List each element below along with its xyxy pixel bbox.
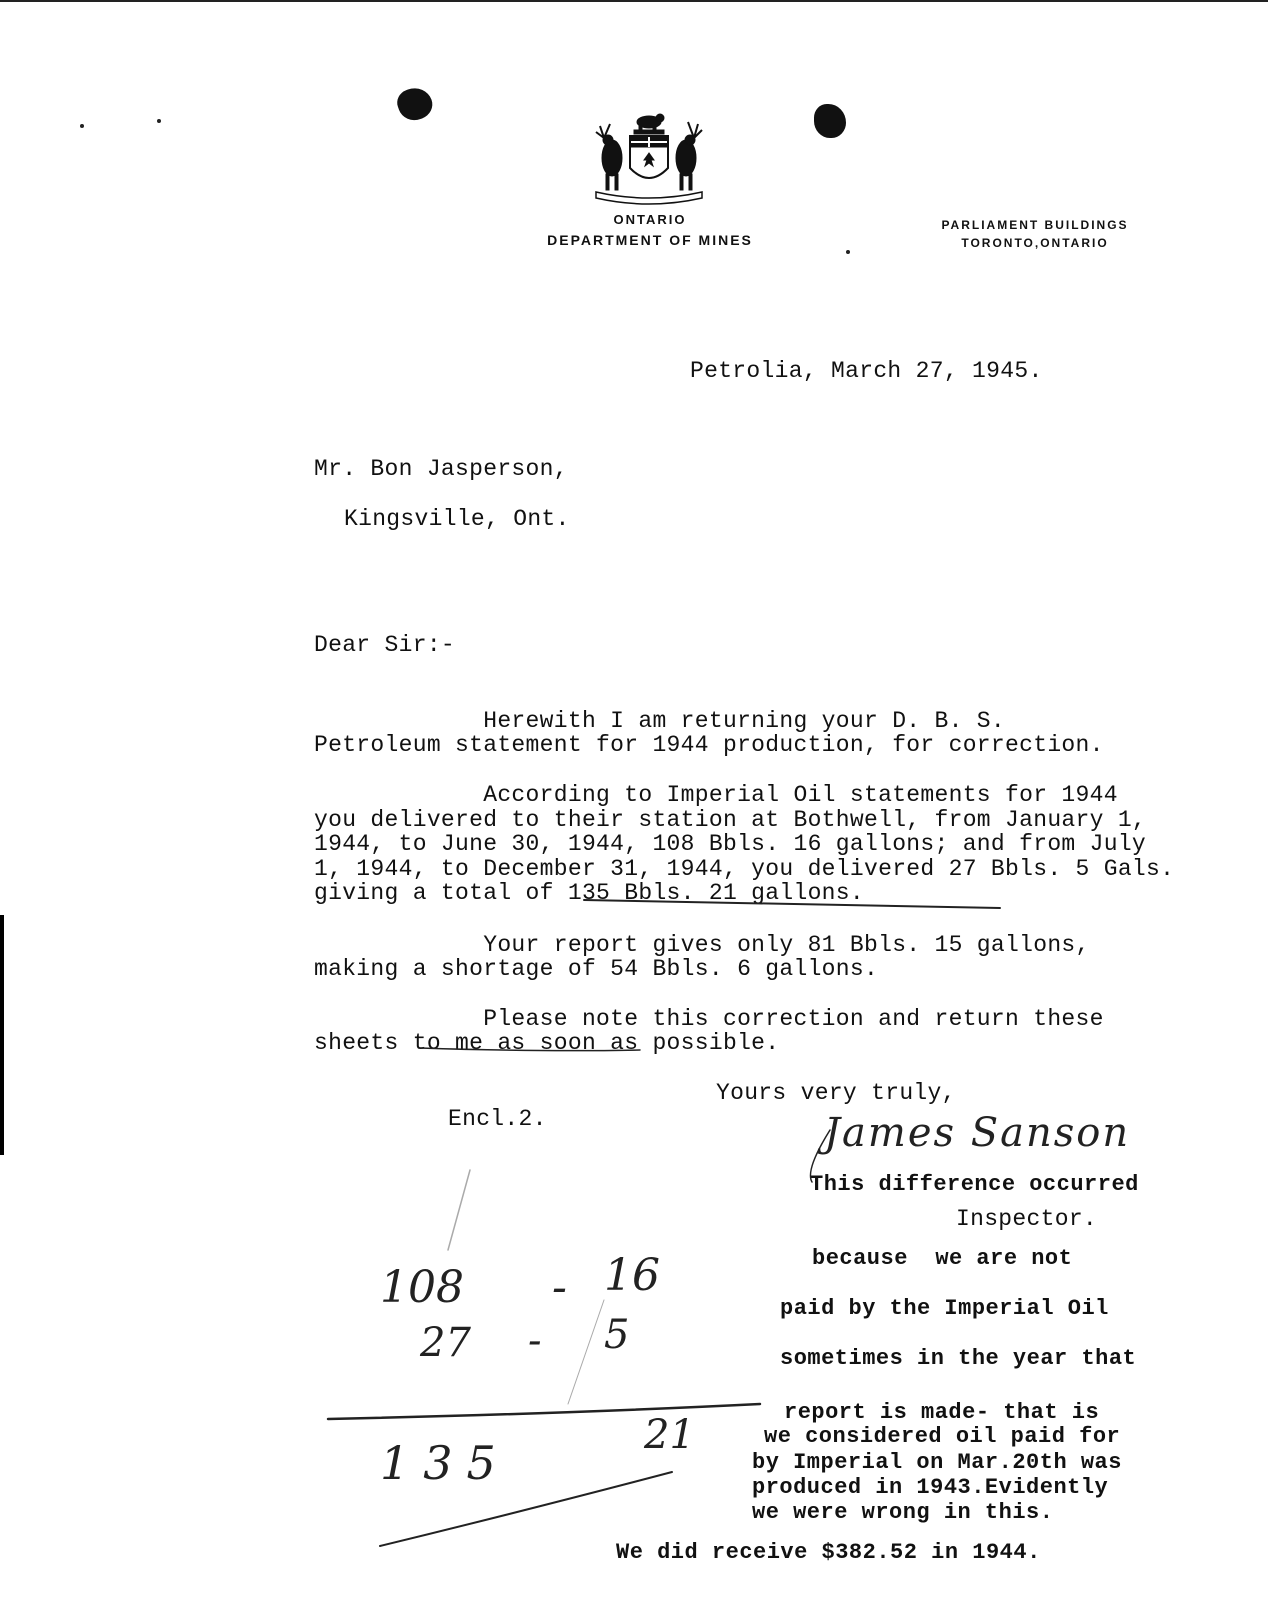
reply-note-line: sometimes in the year that <box>780 1346 1137 1371</box>
recipient-location: Kingsville, Ont. <box>344 506 570 532</box>
handwritten-row1-gal: 16 <box>604 1250 660 1301</box>
faint-stroke <box>448 1170 470 1250</box>
paragraph-line: Petroleum statement for 1944 production, for correction. <box>314 732 1104 758</box>
paragraph-line: Herewith I am returning your D. B. S. <box>314 708 1006 734</box>
enclosure: Encl.2. <box>448 1106 547 1132</box>
underline-sheets <box>420 1048 640 1051</box>
paragraph-line: According to Imperial Oil statements for 1944 <box>314 782 1118 808</box>
paragraph-line: you delivered to their station at Bothwell, from January 1, <box>314 807 1147 833</box>
sum-underline <box>380 1472 672 1546</box>
letterhead-province: ONTARIO <box>613 212 687 227</box>
reply-note-line: we considered oil paid for <box>764 1424 1121 1449</box>
underline-total <box>584 900 1000 908</box>
paragraph-line: sheets to me as soon as possible. <box>314 1030 780 1056</box>
paragraph-line: making a shortage of 54 Bbls. 6 gallons. <box>314 956 879 982</box>
handwritten-row2-gal: 5 <box>604 1312 630 1358</box>
paragraph-line: giving a total of 135 Bbls. 21 gallons. <box>314 880 864 906</box>
paragraph-line: 1944, to June 30, 1944, 108 Bbls. 16 gallons; and from July <box>314 831 1147 857</box>
letterhead-department: DEPARTMENT OF MINES <box>547 232 753 248</box>
handwritten-row1-dash: - <box>552 1262 567 1313</box>
sum-rule <box>328 1404 760 1419</box>
reply-note-line: report is made- that is <box>784 1400 1100 1425</box>
paragraph-line: Please note this correction and return these <box>314 1006 1104 1032</box>
paragraph-line: 1, 1944, to December 31, 1944, you delivered 27 Bbls. 5 Gals. <box>314 856 1175 882</box>
reply-note-line: We did receive $382.52 in 1944. <box>616 1540 1041 1565</box>
signature-tail <box>810 1130 830 1182</box>
handwritten-total-gal: 21 <box>644 1412 695 1458</box>
reply-note-line: paid by the Imperial Oil <box>780 1296 1109 1321</box>
reply-note-line: because we are not <box>812 1246 1073 1271</box>
letterhead-address-2: TORONTO,ONTARIO <box>961 236 1109 250</box>
reply-note-line: This difference occurred <box>810 1172 1139 1197</box>
salutation: Dear Sir:- <box>314 632 456 658</box>
date-line: Petrolia, March 27, 1945. <box>690 358 1043 384</box>
paragraph-line: Your report gives only 81 Bbls. 15 gallons, <box>314 932 1090 958</box>
handwritten-row2-bbls: 27 <box>420 1320 471 1366</box>
handwritten-row2-dash: - <box>528 1318 542 1364</box>
reply-note-line: by Imperial on Mar.20th was <box>752 1450 1122 1475</box>
signer-title: Inspector. <box>956 1206 1098 1232</box>
recipient-name: Mr. Bon Jasperson, <box>314 456 568 482</box>
handwritten-total-bbls: 135 <box>380 1436 510 1490</box>
reply-note-line: produced in 1943.Evidently <box>752 1475 1109 1500</box>
closing: Yours very truly, <box>716 1080 956 1106</box>
letterhead-address-1: PARLIAMENT BUILDINGS <box>941 218 1129 232</box>
reply-note-line: we were wrong in this. <box>752 1500 1054 1525</box>
faint-stroke <box>568 1300 604 1404</box>
signature: James Sanson <box>824 1110 1131 1156</box>
handwritten-row1-bbls: 108 <box>380 1262 464 1313</box>
